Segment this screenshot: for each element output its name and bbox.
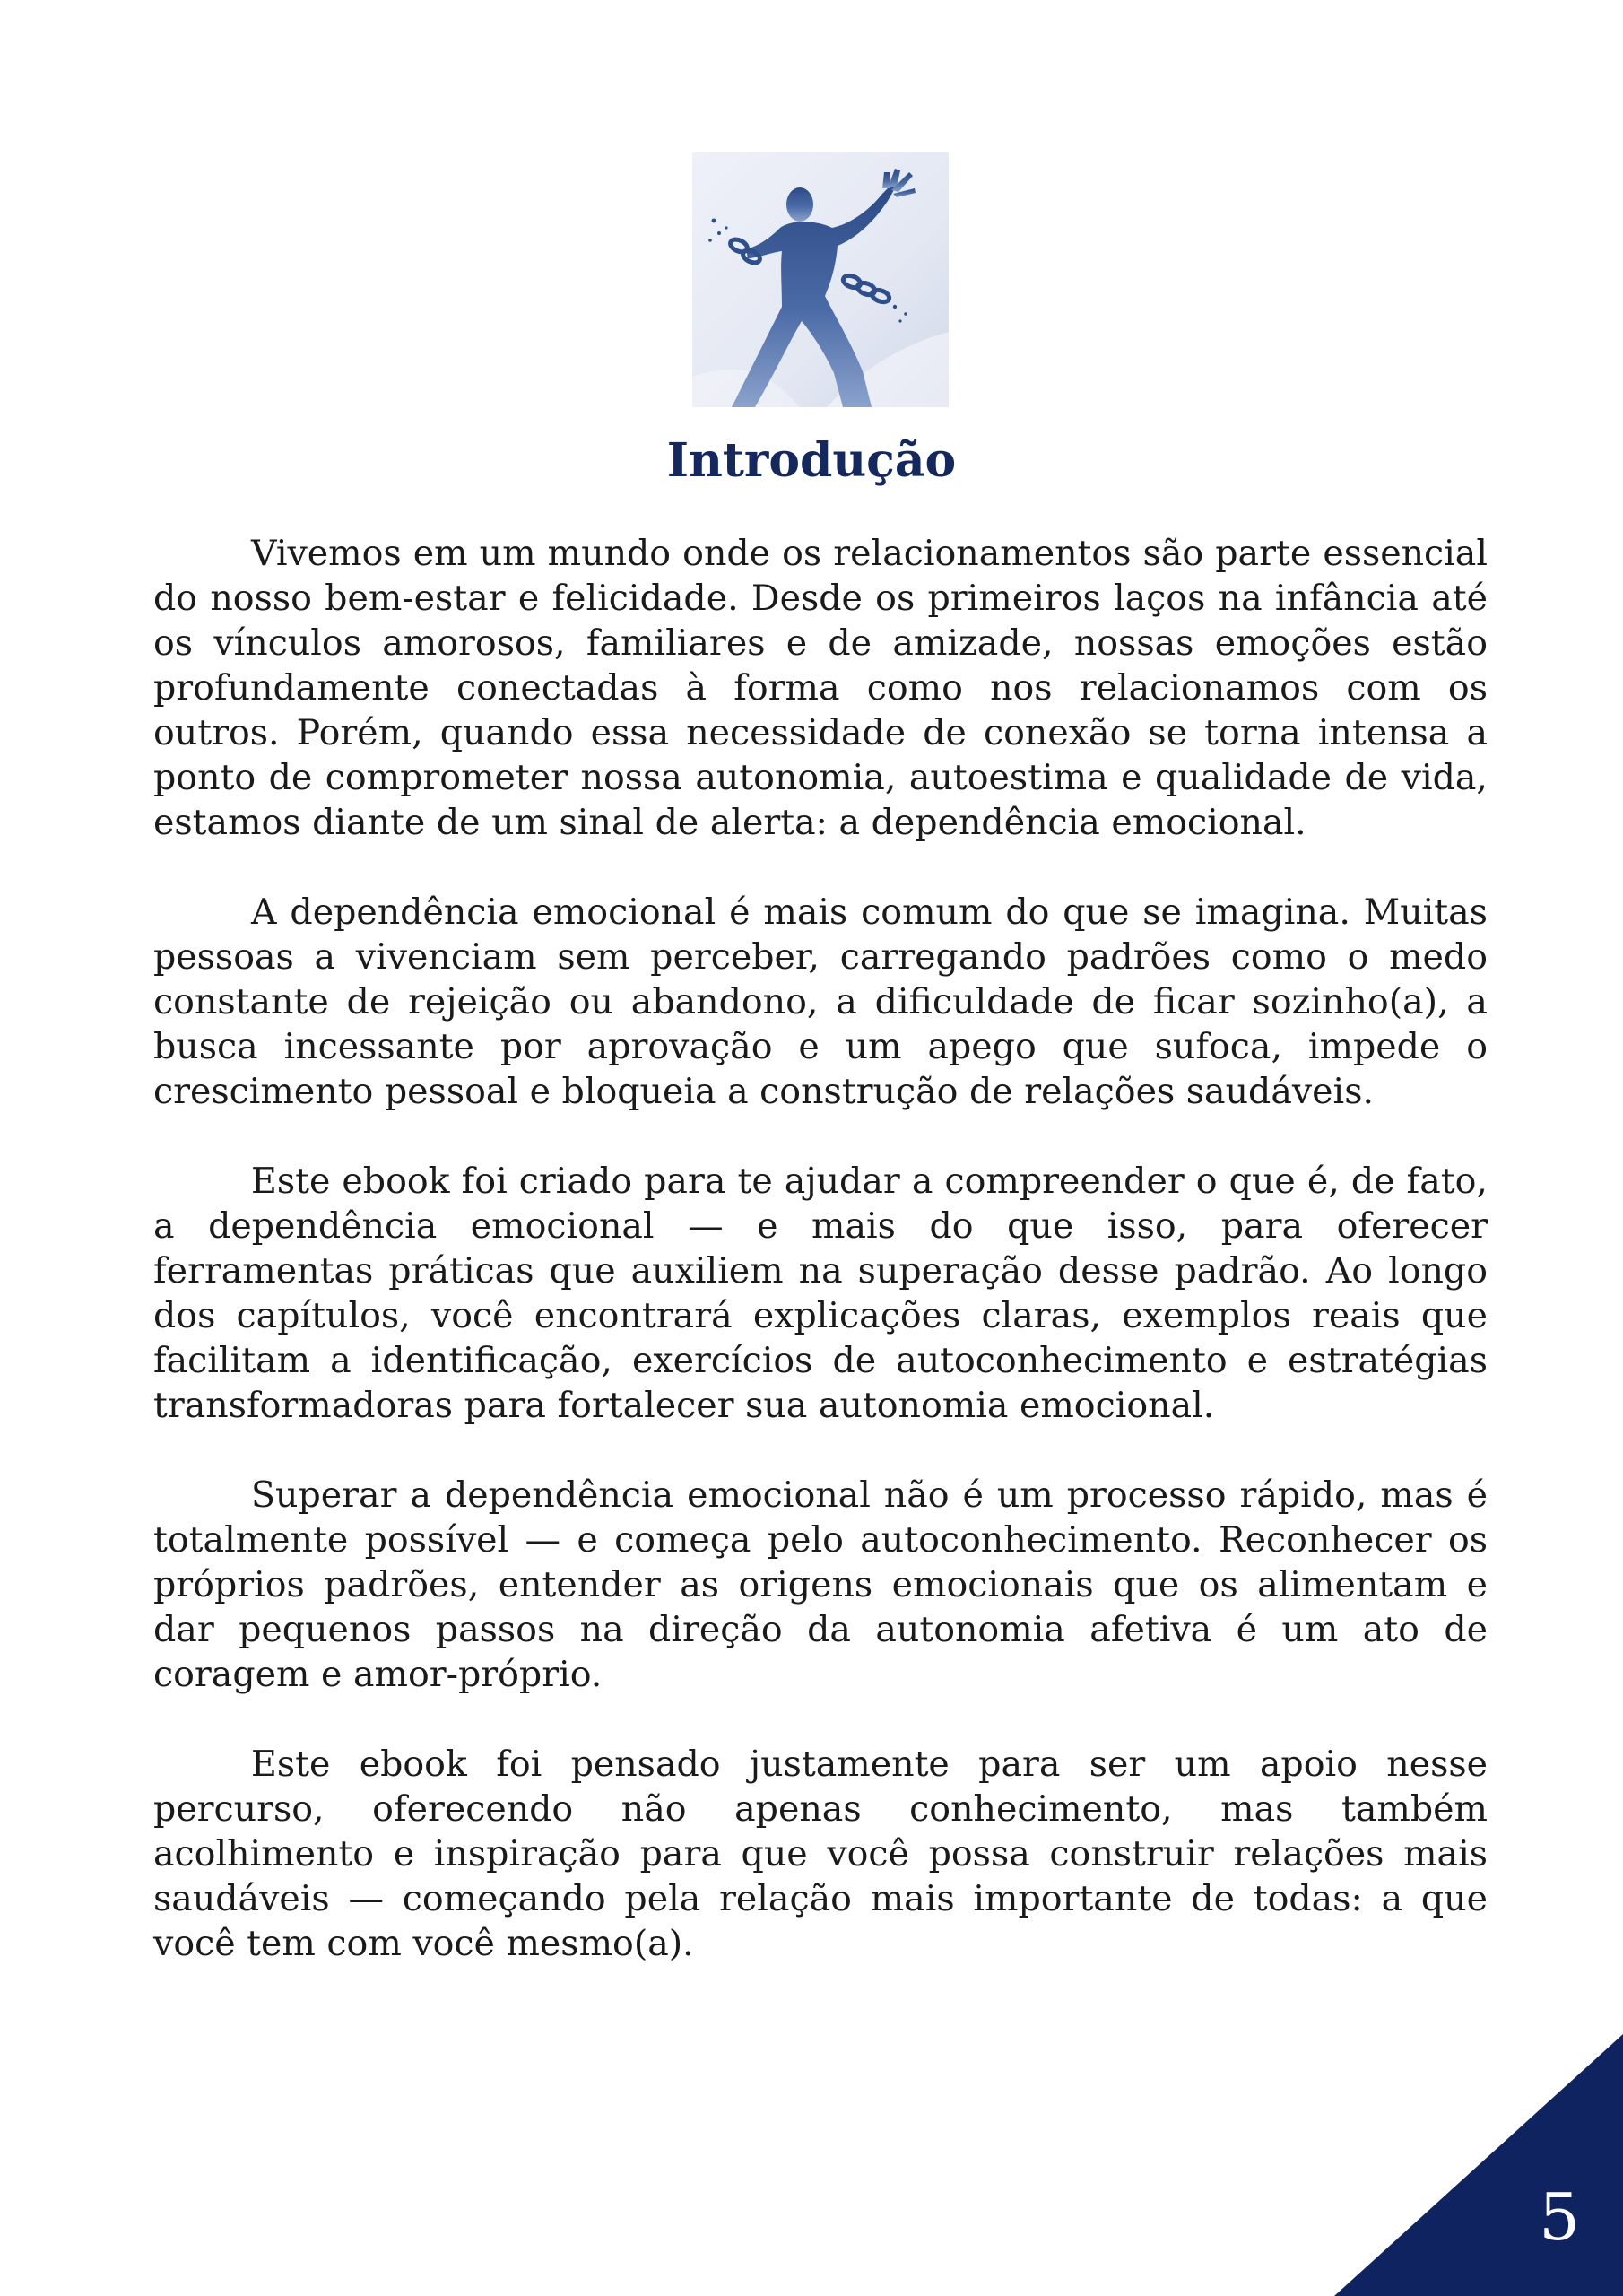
paragraph: Este ebook foi pensado justamente para ser um apoio nesse percurso, oferecendo não apenas conhecimento, mas também acolhimento e inspiração para que você possa construir relações mais saudáveis — começando pela relação mais importante de todas: a que você tem com você mesmo(a).: [153, 1744, 1488, 1964]
body-text: [153, 531, 1488, 2011]
paragraph: Superar a dependência emocional não é um processo rápido, mas é totalmente possível — e começa pelo autoconhecimento. Reconhecer os próprios padrões, entender as origens emocionais que os alimentam e dar pequenos passos na direção da autonomia afetiva é um ato de coragem e amor-próprio.: [153, 1474, 1488, 1695]
paragraph: Vivemos em um mundo onde os relacionamentos são parte essencial do nosso bem-estar e felicidade. Desde os primeiros laços na infância até os vínculos amorosos, familiares e de amizade, nossas emoções estão profundamente conectadas à forma como nos relacionamos com os outros. Porém, quando essa necessidade de conexão se torna intensa a ponto de comprometer nossa autonomia, autoestima e qualidade de vida, estamos diante de um sinal de alerta: a dependência emocional.: [153, 533, 1488, 843]
paragraph: A dependência emocional é mais comum do que se imagina. Muitas pessoas a vivenciam sem perceber, carregando padrões como o medo constante de rejeição ou abandono, a dificuldade de ficar sozinho(a), a busca incessante por aprovação e um apego que sufoca, impede o crescimento pessoal e bloqueia a construção de relações saudáveis.: [153, 891, 1488, 1112]
corner-triangle-decoration: [1334, 2034, 1623, 2296]
person-breaking-chains-icon: [692, 152, 949, 407]
page-number: 5: [1539, 2179, 1580, 2255]
page-title: Introdução: [666, 433, 957, 488]
paragraph: Este ebook foi criado para te ajudar a compreender o que é, de fato, a dependência emocional — e mais do que isso, para oferecer ferramentas práticas que auxiliem na superação desse padrão. Ao longo dos capítulos, você encontrará explicações claras, exemplos reais que facilitam a identificação, exercícios de autoconhecimento e estratégias transformadoras para fortalecer sua autonomia emocional.: [153, 1161, 1488, 1426]
